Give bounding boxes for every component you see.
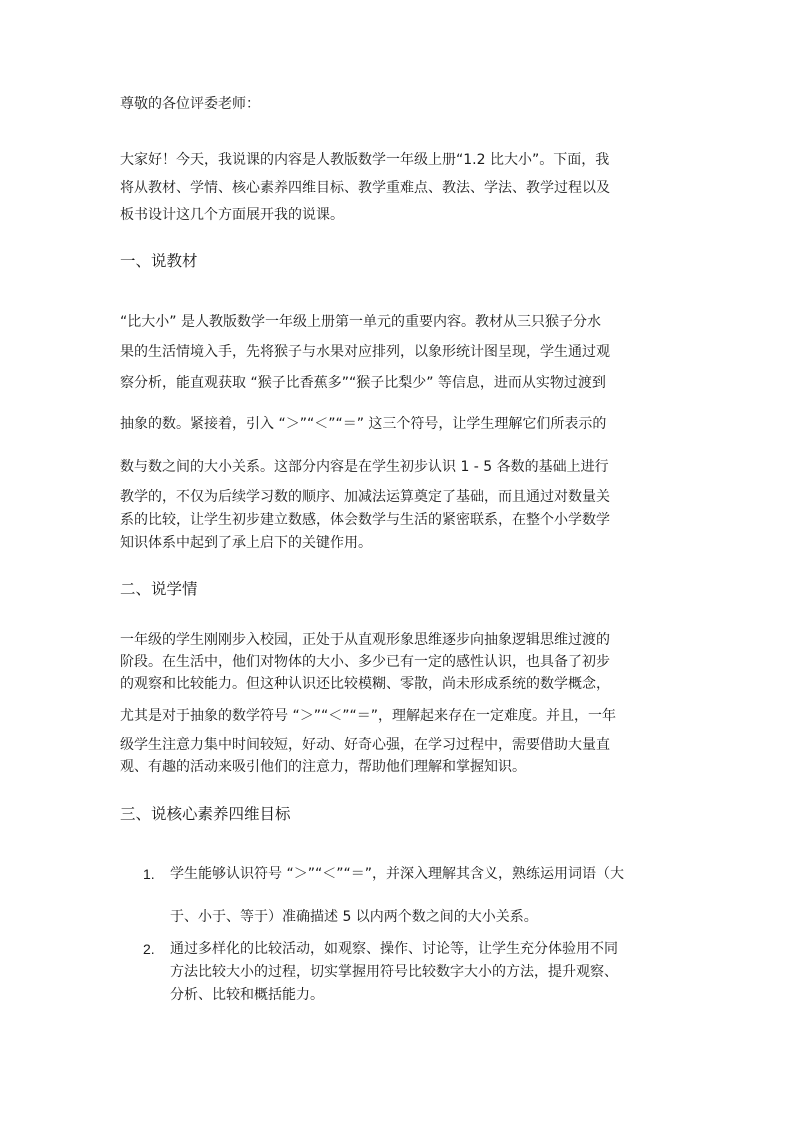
intro-line: 大家好！今天，我说课的内容是人教版数学一年级上册“1.2 比大小”。下面，我 [120,152,610,168]
list-item-line: 于、小于、等于）准确描述 5 以内两个数之间的大小关系。 [170,909,538,925]
list-item-line: 分析、比较和概括能力。 [170,987,324,1003]
paragraph-line: 尤其是对于抽象的数学符号 “＞”“＜”“＝”，理解起来存在一定难度。并且，一年 [120,708,616,724]
intro-line: 将从教材、学情、核心素养四维目标、教学重难点、教法、学法、教学过程以及 [120,180,610,196]
paragraph-line: 果的生活情境入手，先将猴子与水果对应排列，以象形统计图呈现，学生通过观 [120,344,610,360]
paragraph-line: 级学生注意力集中时间较短，好动、好奇心强，在学习过程中，需要借助大量直 [120,737,610,753]
section-heading: 三、说核心素养四维目标 [120,805,291,823]
paragraph-line: 系的比较，让学生初步建立数感，体会数学与生活的紧密联系，在整个小学数学 [120,512,610,528]
paragraph-line: 察分析，能直观获取 “猴子比香蕉多”“猴子比梨少” 等信息，进而从实物过渡到 [120,375,606,391]
section-heading: 二、说学情 [120,580,198,598]
paragraph-line: 观、有趣的活动来吸引他们的注意力，帮助他们理解和掌握知识。 [120,759,526,775]
greeting: 尊敬的各位评委老师： [120,96,260,112]
paragraph-line: 阶段。在生活中，他们对物体的大小、多少已有一定的感性认识，也具备了初步 [120,654,610,670]
paragraph-line: 知识体系中起到了承上启下的关键作用。 [120,535,372,551]
section-heading: 一、说教材 [120,252,198,270]
paragraph-line: 数与数之间的大小关系。这部分内容是在学生初步认识 1 - 5 各数的基础上进行 [120,459,609,475]
paragraph-line: 的观察和比较能力。但这种认识还比较模糊、零散，尚未形成系统的数学概念， [120,676,610,692]
paragraph-line: 教学的，不仅为后续学习数的顺序、加减法运算奠定了基础，而且通过对数量关 [120,489,610,505]
intro-line: 板书设计这几个方面展开我的说课。 [120,207,344,223]
paragraph-line: “比大小” 是人教版数学一年级上册第一单元的重要内容。教材从三只猴子分水 [120,314,601,330]
list-item-line: 方法比较大小的过程，切实掌握用符号比较数字大小的方法，提升观察、 [170,964,618,980]
list-number: 1. [143,866,155,882]
list-item-line: 学生能够认识符号 “＞”“＜”“＝”，并深入理解其含义，熟练运用词语（大 [170,866,624,882]
list-item-line: 通过多样化的比较活动，如观察、操作、讨论等，让学生充分体验用不同 [170,941,618,957]
paragraph-line: 抽象的数。紧接着，引入 “＞”“＜”“＝” 这三个符号，让学生理解它们所表示的 [120,416,607,432]
list-number: 2. [143,941,155,957]
paragraph-line: 一年级的学生刚刚步入校园，正处于从直观形象思维逐步向抽象逻辑思维过渡的 [120,632,610,648]
